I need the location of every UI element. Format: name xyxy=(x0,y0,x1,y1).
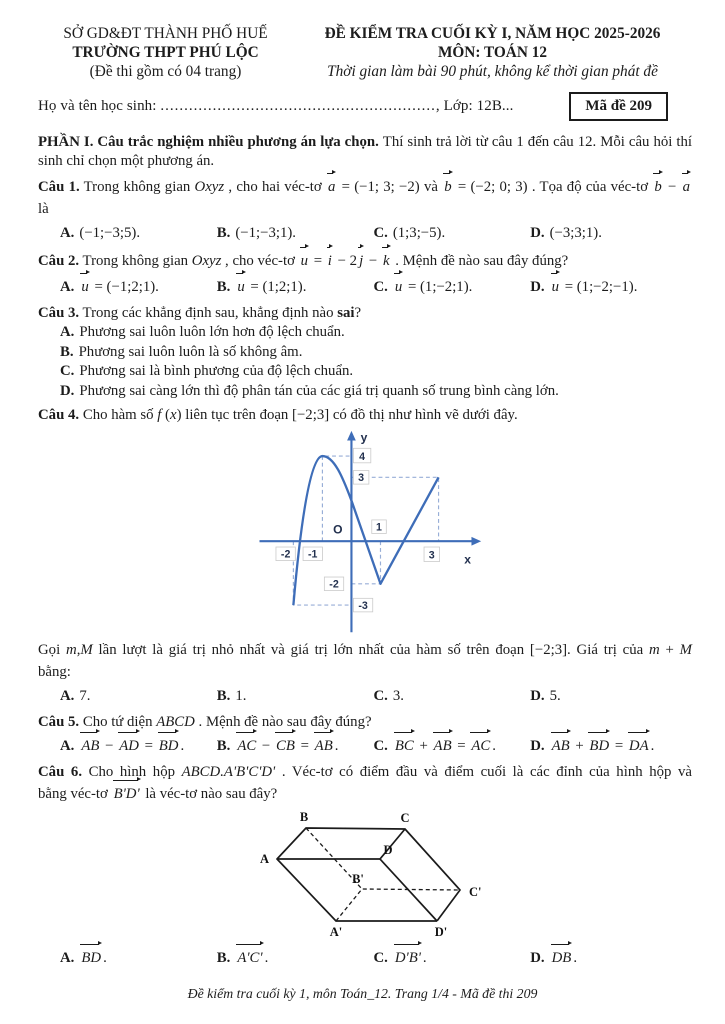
text-segment: = xyxy=(310,253,326,269)
option-letter: C. xyxy=(60,363,75,379)
option-d xyxy=(38,382,692,402)
text-segment: Gọi xyxy=(38,642,67,658)
option-letter: D. xyxy=(60,382,75,399)
text-segment: + xyxy=(659,642,680,658)
text-segment: x xyxy=(170,407,177,423)
option-b xyxy=(38,343,692,363)
option-value xyxy=(235,688,246,704)
text-segment: 7. xyxy=(79,688,91,704)
option-letter: D. xyxy=(530,738,545,754)
text-segment: M xyxy=(679,642,692,658)
header xyxy=(38,24,692,81)
option-c xyxy=(373,221,530,245)
option-value xyxy=(393,738,496,754)
text-segment: j xyxy=(357,249,365,273)
option-value xyxy=(235,950,268,966)
text-segment: Câu 1. xyxy=(38,179,80,195)
text-segment: u xyxy=(79,275,90,299)
text-segment: BD xyxy=(587,734,611,758)
text-segment: lần lượt là giá trị nhỏ nhất và giá trị lớn nhất của hàm số trên đoạn [−2;3]. Giá trị của xyxy=(92,642,650,658)
option-letter: A. xyxy=(60,950,75,966)
text-segment: Câu 2. xyxy=(38,253,80,269)
question-6-options xyxy=(38,946,692,970)
text-segment: bằng: xyxy=(38,664,71,680)
option-value xyxy=(550,279,638,295)
tick-3-x: 3 xyxy=(428,549,435,562)
text-segment: u xyxy=(550,275,561,299)
header-left xyxy=(38,24,293,81)
tick-4: 4 xyxy=(359,450,366,463)
text-segment: ? xyxy=(354,305,362,321)
text-segment: = (−1;2;1). xyxy=(90,279,159,295)
option-letter: B. xyxy=(216,279,231,295)
option-c xyxy=(373,684,530,708)
text-segment: = xyxy=(296,738,313,754)
option-a xyxy=(60,946,217,970)
text-segment: m xyxy=(649,642,660,658)
graph-labels xyxy=(281,431,471,612)
option-d xyxy=(530,275,687,299)
tick-1: 1 xyxy=(376,521,382,534)
option-value xyxy=(79,738,184,754)
text-segment: Phương sai luôn luôn là số không âm. xyxy=(78,343,303,360)
text-segment: = (−1; 3; −2) và xyxy=(337,179,443,195)
text-segment: . xyxy=(264,950,269,966)
student-name-line xyxy=(38,98,555,115)
text-segment: − xyxy=(258,738,274,754)
option-a xyxy=(60,734,217,758)
option-c xyxy=(373,275,530,299)
text-segment: Câu 4. xyxy=(38,407,80,423)
text-segment: Câu 5. xyxy=(38,714,80,730)
option-b xyxy=(217,734,374,758)
text-segment: a xyxy=(326,175,337,199)
question-2-text xyxy=(38,249,692,273)
option-b xyxy=(217,221,374,245)
question-2-options xyxy=(38,275,692,299)
page-count-note: (Đề thi gồm có 04 trang) xyxy=(89,63,242,80)
student-name-blank: .......................................................... xyxy=(160,98,436,114)
text-segment: AC xyxy=(469,734,492,758)
text-segment: (−1;−3;1). xyxy=(235,225,296,241)
text-segment: b xyxy=(652,175,663,199)
question-5-options xyxy=(38,734,692,758)
question-1-text-2 xyxy=(38,199,692,219)
text-segment: Trong không gian xyxy=(79,179,195,195)
text-segment: CB xyxy=(274,734,297,758)
text-segment: = (−2; 0; 3) . Tọa độ của véc-tơ xyxy=(453,179,653,195)
text-segment: AC xyxy=(235,734,258,758)
student-name-label: Họ và tên học sinh: xyxy=(38,98,161,114)
exam-title: ĐỀ KIỂM TRA CUỐI KỲ I, NĂM HỌC 2025-2026 xyxy=(324,25,661,42)
text-segment: là xyxy=(38,201,49,217)
text-segment: là véc-tơ nào sau đây? xyxy=(141,786,278,802)
part1-heading xyxy=(38,133,692,171)
option-value xyxy=(79,950,106,966)
text-segment: Phương sai càng lớn thì độ phân tán của các giá trị quanh số trung bình càng lớn. xyxy=(79,382,559,399)
question-4-text-2 xyxy=(38,638,692,662)
option-b xyxy=(217,684,374,708)
text-segment: k xyxy=(381,249,392,273)
text-segment: Oxyz xyxy=(194,179,225,195)
exam-code-box: Mã đề 209 xyxy=(569,92,668,121)
option-letter: C. xyxy=(373,279,388,295)
option-value xyxy=(393,688,404,704)
text-segment: B'D' xyxy=(112,782,142,806)
vertex-C: C xyxy=(400,811,410,825)
text-segment: (−1;−3;5). xyxy=(79,225,141,241)
text-segment: BC xyxy=(393,734,416,758)
text-segment: u xyxy=(393,275,404,299)
option-b xyxy=(217,946,374,970)
text-segment: f xyxy=(157,407,162,423)
text-segment: . xyxy=(180,738,185,754)
option-value xyxy=(550,688,561,704)
question-4 xyxy=(38,405,692,708)
text-segment: 3. xyxy=(392,688,404,704)
text-segment: − xyxy=(101,738,118,754)
option-value xyxy=(79,225,140,241)
text-segment: Trong không gian xyxy=(79,253,192,269)
y-axis-label: y xyxy=(360,430,368,445)
vertex-D: D xyxy=(383,843,393,857)
option-a xyxy=(38,323,692,343)
text-segment: , xyxy=(76,642,81,658)
option-letter: D. xyxy=(530,688,545,704)
text-segment: Cho tứ diện xyxy=(79,714,157,730)
text-segment: ) liên tục trên đoạn [−2;3] có đồ thị như hình vẽ dưới đây. xyxy=(176,407,518,423)
origin-label: O xyxy=(333,522,343,537)
text-segment: DA xyxy=(627,734,651,758)
question-5 xyxy=(38,712,692,758)
option-value xyxy=(393,950,427,966)
question-4-text-3 xyxy=(38,662,692,682)
solid-edges xyxy=(277,828,460,921)
text-segment: m xyxy=(66,642,77,658)
function-graph-figure xyxy=(244,427,486,638)
option-letter: C. xyxy=(373,688,388,704)
text-segment: i xyxy=(326,249,334,273)
question-4-text xyxy=(38,405,692,425)
vertex-C-prime: C' xyxy=(469,885,482,899)
text-segment: AB xyxy=(432,734,454,758)
text-segment: A'C' xyxy=(235,946,264,970)
x-axis-arrow xyxy=(471,537,481,546)
hidden-edges xyxy=(306,828,460,921)
text-segment: . xyxy=(650,738,655,754)
option-a xyxy=(60,221,217,245)
question-3-text xyxy=(38,303,692,323)
option-d xyxy=(530,684,687,708)
option-letter: B. xyxy=(216,738,231,754)
option-value xyxy=(79,363,353,379)
text-segment: Câu 3. xyxy=(38,305,80,321)
text-segment: . Véc-tơ có điểm đầu và điểm cuối là các đỉnh của hình hộp và xyxy=(275,764,692,780)
school-name: TRƯỜNG THPT PHÚ LỘC xyxy=(72,44,259,61)
option-b xyxy=(217,275,374,299)
text-segment: Oxyz xyxy=(191,253,222,269)
page-footer: Đề kiểm tra cuối kỳ 1, môn Toán_12. Trang 1/4 - Mã đề thi 209 xyxy=(187,986,538,1001)
tick-minus3: -3 xyxy=(358,599,368,612)
question-1-text xyxy=(38,175,692,199)
department-name: SỞ GD&ĐT THÀNH PHỐ HUẾ xyxy=(63,25,268,42)
text-segment: bằng véc-tơ xyxy=(38,786,112,802)
option-value xyxy=(79,279,158,295)
option-letter: B. xyxy=(216,950,231,966)
text-segment: Thí sinh trả lời từ câu 1 đến câu 12. Mỗi câu hỏi thí sinh chỉ chọn một phương án. xyxy=(38,134,692,169)
text-segment: u xyxy=(235,275,246,299)
text-segment: Câu 6. xyxy=(38,764,83,780)
option-letter: B. xyxy=(60,343,74,360)
text-segment: Trong các khẳng định sau, khẳng định nào xyxy=(79,305,338,321)
text-segment: ( xyxy=(161,407,170,423)
text-segment: u xyxy=(299,249,310,273)
option-letter: D. xyxy=(530,950,545,966)
parallelepiped-figure xyxy=(245,808,485,940)
option-value xyxy=(79,324,344,340)
x-axis-label: x xyxy=(464,552,471,567)
option-letter: B. xyxy=(216,225,231,241)
header-right xyxy=(293,24,692,81)
text-segment: 5. xyxy=(549,688,561,704)
option-letter: D. xyxy=(530,225,545,241)
text-segment: . Mệnh đề nào sau đây đúng? xyxy=(391,253,569,269)
text-segment: (1;3;−5). xyxy=(392,225,446,241)
exam-duration: Thời gian làm bài 90 phút, không kể thời gian phát đề xyxy=(327,63,658,80)
option-letter: A. xyxy=(60,225,75,241)
text-segment: , cho hai véc-tơ xyxy=(224,179,326,195)
text-segment: = xyxy=(611,738,627,754)
option-a xyxy=(60,684,217,708)
option-value xyxy=(79,344,303,360)
text-segment: a xyxy=(681,175,692,199)
question-2 xyxy=(38,249,692,299)
question-1 xyxy=(38,175,692,245)
question-6-text-2 xyxy=(38,782,692,806)
y-axis-arrow xyxy=(347,431,356,441)
text-segment: . Mệnh đề nào sau đây đúng? xyxy=(194,714,372,730)
text-segment: = xyxy=(140,738,157,754)
option-letter: A. xyxy=(60,688,75,704)
text-segment: ABCD xyxy=(156,714,195,730)
text-segment: sai xyxy=(337,305,355,321)
text-segment: = (1;2;1). xyxy=(246,279,307,295)
option-letter: C. xyxy=(373,950,388,966)
text-segment: DB xyxy=(550,946,574,970)
option-d xyxy=(530,221,687,245)
text-segment: . xyxy=(573,950,578,966)
text-segment: − 2 xyxy=(333,253,358,269)
text-segment: (−3;3;1). xyxy=(549,225,602,241)
question-4-options xyxy=(38,684,692,708)
text-segment: PHẦN I. Câu trắc nghiệm nhiều phương án lựa chọn. xyxy=(38,134,383,150)
option-value xyxy=(235,225,296,241)
text-segment: 1. xyxy=(235,688,247,704)
exam-subject: MÔN: TOÁN 12 xyxy=(437,44,548,61)
option-c xyxy=(373,734,530,758)
text-segment: BD xyxy=(157,734,181,758)
text-segment: AB xyxy=(79,734,101,758)
text-segment: = (1;−2;−1). xyxy=(561,279,638,295)
option-letter: C. xyxy=(373,225,388,241)
option-value xyxy=(393,225,445,241)
option-a xyxy=(60,275,217,299)
text-segment: AB xyxy=(313,734,335,758)
tick-3-y: 3 xyxy=(358,472,365,485)
text-segment: . xyxy=(103,950,107,966)
tick-minus2-x: -2 xyxy=(280,548,291,561)
text-segment: BD xyxy=(79,946,103,970)
option-value xyxy=(235,738,338,754)
vertex-A: A xyxy=(259,852,269,866)
option-d xyxy=(530,946,687,970)
option-value xyxy=(79,688,90,704)
option-value xyxy=(79,383,558,399)
option-c xyxy=(38,362,692,382)
option-value xyxy=(235,279,306,295)
text-segment: − xyxy=(365,253,381,269)
text-segment: Cho hàm số xyxy=(79,407,158,423)
option-letter: A. xyxy=(60,324,75,340)
question-3 xyxy=(38,303,692,401)
tick-minus1: -1 xyxy=(308,548,318,561)
student-row xyxy=(38,92,692,121)
student-class-label: , Lớp: 12B... xyxy=(435,98,514,114)
option-c xyxy=(373,946,530,970)
option-value xyxy=(393,279,472,295)
option-value xyxy=(550,225,602,241)
vertex-A-prime: A' xyxy=(329,925,343,939)
vertex-B-prime: B' xyxy=(352,872,364,886)
question-1-options xyxy=(38,221,692,245)
option-value xyxy=(550,950,577,966)
option-letter: D. xyxy=(530,279,545,295)
text-segment: M xyxy=(80,642,93,658)
text-segment: − xyxy=(663,179,681,195)
text-segment: . xyxy=(422,950,427,966)
text-segment: + xyxy=(415,738,432,754)
text-segment: ABCD.A'B'C'D' xyxy=(181,764,276,780)
tick-minus2-y: -2 xyxy=(329,578,339,591)
option-d xyxy=(530,734,687,758)
text-segment: D'B' xyxy=(393,946,423,970)
text-segment: , cho véc-tơ xyxy=(221,253,299,269)
text-segment: b xyxy=(442,175,453,199)
text-segment: AD xyxy=(117,734,141,758)
text-segment: = xyxy=(453,738,470,754)
text-segment: Phương sai luôn luôn lớn hơn độ lệch chuẩn. xyxy=(79,324,345,340)
option-letter: B. xyxy=(216,688,231,704)
text-segment: Phương sai là bình phương của độ lệch chuẩn. xyxy=(79,363,354,379)
text-segment: Cho hình hộp xyxy=(82,764,182,780)
text-segment: = (1;−2;1). xyxy=(404,279,473,295)
text-segment: AB xyxy=(550,734,572,758)
text-segment: + xyxy=(571,738,588,754)
option-letter: A. xyxy=(60,279,75,295)
option-letter: C. xyxy=(373,738,388,754)
vertex-B: B xyxy=(299,810,309,824)
question-6 xyxy=(38,762,692,970)
option-value xyxy=(550,738,655,754)
vertex-D-prime: D' xyxy=(434,925,448,939)
option-letter: A. xyxy=(60,738,75,754)
text-segment: . xyxy=(492,738,496,754)
text-segment: . xyxy=(334,738,339,754)
